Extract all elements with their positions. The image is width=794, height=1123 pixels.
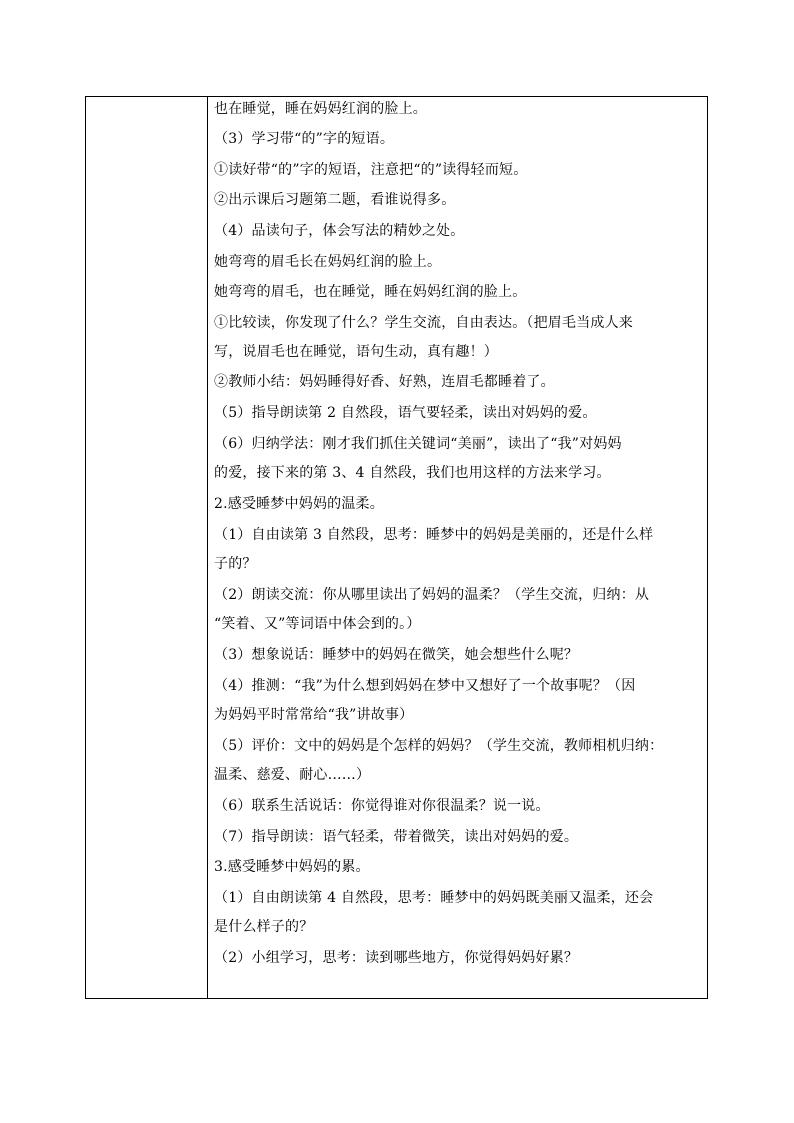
text-line: （5）评价：文中的妈妈是个怎样的妈妈？（学生交流，教师相机归纳： — [214, 738, 664, 754]
text-line: （3）想象说话：睡梦中的妈妈在微笑，她会想些什么呢？ — [214, 647, 579, 663]
table-right-cell — [208, 97, 707, 998]
text-line: （2）小组学习，思考：读到哪些地方，你觉得妈妈好累？ — [214, 950, 579, 966]
text-line: “笑着、又”等词语中体会到的。） — [214, 616, 421, 632]
text-line: 子的？ — [214, 556, 257, 572]
text-line: ①读好带“的”字的短语，注意把“的”读得轻而短。 — [214, 162, 528, 178]
text-line: （3）学习带“的”字的短语。 — [214, 131, 395, 147]
text-line: ①比较读，你发现了什么？学生交流，自由表达。（把眉毛当成人来 — [214, 315, 633, 331]
text-line: 写，说眉毛也在睡觉，语句生动，真有趣！） — [214, 344, 498, 360]
text-line: （5）指导朗读第 2 自然段，语气要轻柔，读出对妈妈的爱。 — [214, 405, 597, 421]
text-line: （6）联系生活说话：你觉得谁对你很温柔？说一说。 — [214, 798, 550, 814]
text-line: （4）品读句子，体会写法的精妙之处。 — [214, 223, 465, 239]
text-line: 2.感受睡梦中妈妈的温柔。 — [214, 496, 384, 512]
text-line: 也在睡觉，睡在妈妈红润的脸上。 — [214, 101, 427, 117]
text-line: （1）自由朗读第 4 自然段，思考：睡梦中的妈妈既美丽又温柔，还会 — [214, 890, 654, 906]
text-line: 的爱，接下来的第 3、4 自然段，我们也用这样的方法来学习。 — [214, 465, 611, 481]
text-line: 温柔、慈爱、耐心……） — [214, 767, 371, 783]
text-line: （7）指导朗读：语气轻柔，带着微笑，读出对妈妈的爱。 — [214, 829, 579, 845]
text-line: （2）朗读交流：你从哪里读出了妈妈的温柔？（学生交流，归纳：从 — [214, 587, 650, 603]
text-line: ②教师小结：妈妈睡得好香、好熟，连眉毛都睡着了。 — [214, 374, 555, 390]
text-line: ②出示课后习题第二题，看谁说得多。 — [214, 192, 456, 208]
text-line: （4）推测：“我”为什么想到妈妈在梦中又想好了一个故事呢？（因 — [214, 678, 636, 694]
text-line: 3.感受睡梦中妈妈的累。 — [214, 859, 370, 875]
text-line: 她弯弯的眉毛，也在睡觉，睡在妈妈红润的脸上。 — [214, 284, 527, 300]
text-line: （1）自由读第 3 自然段，思考：睡梦中的妈妈是美丽的，还是什么样 — [214, 527, 654, 543]
text-line: 为妈妈平时常常给“我”讲故事） — [214, 707, 414, 723]
table-left-cell — [86, 97, 208, 998]
text-line: 她弯弯的眉毛长在妈妈红润的脸上。 — [214, 254, 442, 270]
text-line: （6）归纳学法：刚才我们抓住关键词“美丽”，读出了“我”对妈妈 — [214, 436, 622, 452]
text-line: 是什么样子的？ — [214, 919, 314, 935]
lesson-table — [85, 96, 708, 999]
